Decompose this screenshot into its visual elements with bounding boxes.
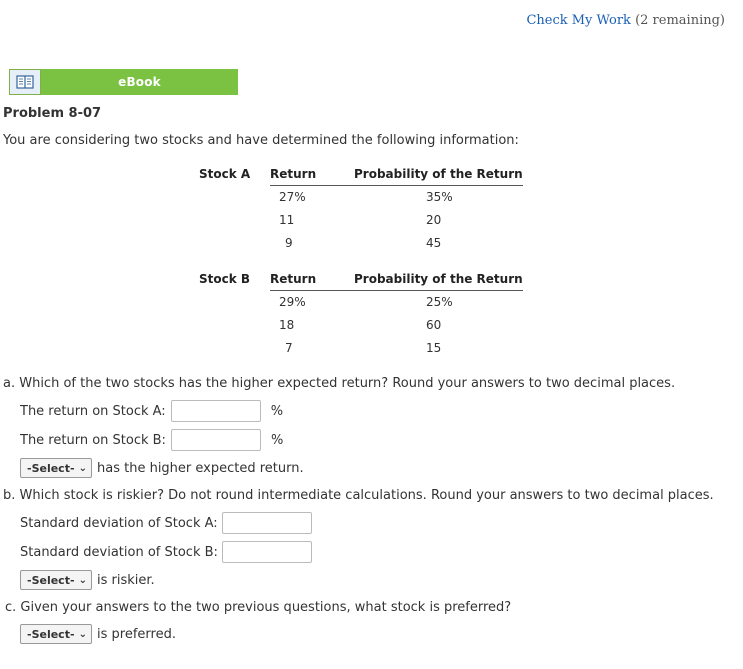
stock-b-table [193,272,523,360]
sd-b-input[interactable] [222,541,312,563]
probability-cell: 20 [426,213,442,227]
ebook-button[interactable] [9,69,238,95]
table-row [193,291,523,314]
select-value: -Select- [27,461,75,475]
return-a-label: The return on Stock A: [20,403,166,419]
probability-cell: 60 [426,318,442,332]
check-my-work [526,13,725,28]
riskier-text: is riskier. [97,572,155,588]
question-a: a. Which of the two stocks has the higher expected return? Round your answers to two decimal places. [3,376,676,391]
problem-title: Problem 8-07 [3,106,102,121]
probability-cell: 35% [426,190,453,205]
book-icon [9,69,41,95]
return-cell: 18 [279,318,295,332]
remaining-attempts: (2 remaining) [635,13,725,28]
percent-unit: % [270,432,284,448]
probability-cell: 45 [426,236,442,250]
return-b-label: The return on Stock B: [20,432,166,448]
question-c: c. Given your answers to the two previous questions, what stock is preferred? [5,600,512,615]
preferred-row [20,624,176,644]
probability-cell: 15 [426,341,442,355]
higher-return-row [20,458,304,478]
return-cell: 27% [279,190,306,205]
sd-a-input[interactable] [222,512,312,534]
sd-b-label: Standard deviation of Stock B: [20,544,218,560]
table-row [193,232,523,255]
riskier-select[interactable] [20,570,92,590]
table-row [193,209,523,232]
return-cell: 29% [279,295,306,310]
return-cell: 11 [279,213,295,227]
table-row [193,314,523,337]
select-value: -Select- [27,627,75,641]
return-cell: 9 [285,236,293,250]
higher-return-text: has the higher expected return. [97,460,304,476]
chevron-down-icon: ⌄ [78,574,87,586]
sd-b-row [20,541,312,563]
question-b: b. Which stock is riskier? Do not round intermediate calculations. Round your answers to two decimal places. [3,488,714,503]
riskier-row [20,570,155,590]
probability-cell: 25% [426,295,453,310]
return-a-row [20,400,283,422]
probability-header: Probability of the Return [350,272,523,291]
stock-b-header: Stock B [199,272,251,287]
select-value: -Select- [27,573,75,587]
table-row [193,337,523,360]
return-header: Return [270,167,350,186]
higher-return-select[interactable] [20,458,92,478]
chevron-down-icon: ⌄ [78,628,87,640]
preferred-text: is preferred. [97,626,176,642]
check-my-work-link[interactable]: Check My Work [526,13,631,28]
return-header: Return [270,272,350,291]
stock-a-table [193,167,523,255]
return-b-input[interactable] [171,429,261,451]
return-b-row [20,429,283,451]
probability-header: Probability of the Return [350,167,523,186]
return-a-input[interactable] [171,400,261,422]
sd-a-label: Standard deviation of Stock A: [20,515,218,531]
sd-a-row [20,512,312,534]
problem-intro: You are considering two stocks and have determined the following information: [3,133,519,148]
chevron-down-icon: ⌄ [78,462,87,474]
percent-unit: % [270,403,284,419]
preferred-select[interactable] [20,624,92,644]
return-cell: 7 [285,341,293,355]
ebook-label[interactable]: eBook [41,69,238,95]
stock-a-header: Stock A [199,167,251,182]
table-row [193,186,523,209]
